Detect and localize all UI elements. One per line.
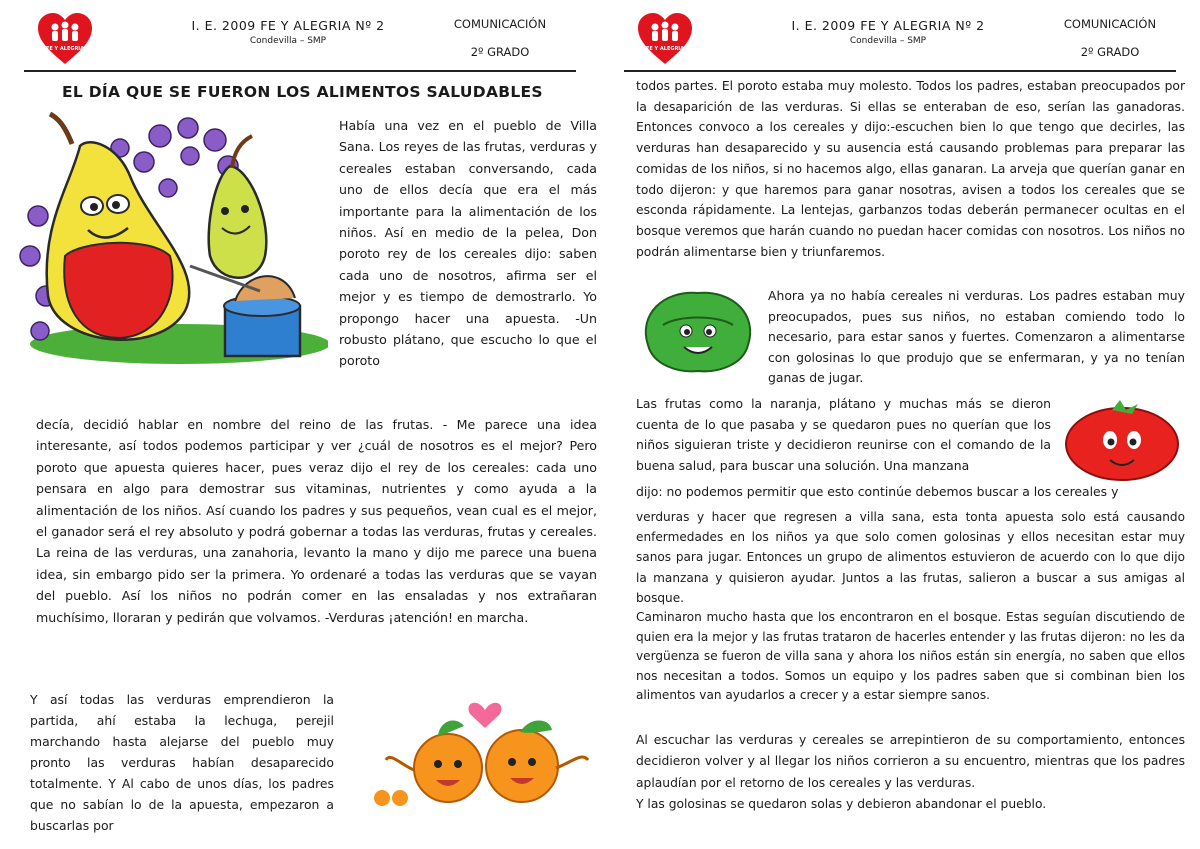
lettuce-illustration	[638, 285, 758, 375]
pears-cooking-illustration	[10, 106, 328, 370]
paragraph-7: Al escuchar las verduras y cereales se arrepintieron de su comportamiento, entonces decidieron volver y al llegar los niños corrieron a su encuentro, mientras que los padres aplaudían por el retorno de los cereales y las verduras.	[636, 733, 1185, 790]
course-box	[1050, 10, 1170, 66]
grade: 2º GRADO	[470, 45, 530, 59]
header-divider	[24, 70, 576, 72]
grade: 2º GRADO	[1080, 45, 1140, 59]
header-divider	[624, 70, 1176, 72]
paragraph-2: decía, decidió hablar en nombre del reino de las frutas. - Me parece una idea interesante, así todos podemos participar y ver ¿cuál de nosotros es el mejor? Pero poroto que apuesta quieres hacer, pues veraz dijo el rey de los cereales: cada uno pensara en algo para demostrar sus vitaminas, nutrientes y como ayuda a la alimentación de los niños. Así cuando los padres y sus pequeños, vean cual es el mejor, el ganador será el rey absoluto y podrá gobernar a todas las verduras, frutas y cereales. La reina de las verduras, una zanahoria, levanto la mano y dijo me parece una buena idea, sin embargo pido ser la primera. Yo ordenaré a todas las verduras que se vayan del pueblo. Así los niños no podrán comer en las ensaladas y nos extrañaran muchísimo, lloraran y pedirán que volvamos. -Verduras ¡atención! en marcha.	[36, 417, 597, 625]
paragraph-6: Caminaron mucho hasta que los encontraron en el bosque. Estas seguían discutiendo de quien era la mejor y las frutas trataron de hacerles entender y las frutas dijeron: no les da vergüenza se fueron de villa sana y ahora los niños están sin energía, no saben que ellos nos necesitan a todos. Somos un equipo y los padres saben que si combinan bien los alimentos van ayudarlos a crecer y a estar siempre sanos.	[636, 610, 1185, 703]
course-box	[440, 10, 560, 66]
right-page	[600, 0, 1200, 849]
svg-text:FE Y ALEGRIA: FE Y ALEGRIA	[645, 46, 685, 52]
story-title: EL DÍA QUE SE FUERON LOS ALIMENTOS SALUDABLES	[62, 83, 543, 101]
subject: COMUNICACIÓN	[453, 17, 547, 31]
paragraph-2: Ahora ya no había cereales ni verduras. Los padres estaban muy preocupados, pues sus niños, no estaban comiendo todo lo necesario, para estar sanos y fuertes. Comenzaron a alimentarse con golosinas lo que produjo que se enfermaran, y ya no tenían ganas de jugar.	[768, 288, 1185, 385]
paragraph-3: Las frutas como la naranja, plátano y muchas más se dieron cuenta de lo que pasaba y se quedaron pues no querían que los niños siguieran triste y decidieron reunirse con el comando de la buena salud, para buscar una solución. Una manzana	[636, 396, 1051, 474]
school-name: I. E. 2009 FE Y ALEGRIA Nº 2	[791, 18, 985, 33]
school-header	[778, 18, 998, 46]
svg-text:FE Y ALEGRIA: FE Y ALEGRIA	[45, 46, 85, 52]
district: Condevilla – SMP	[849, 36, 927, 46]
paragraph-1: todos partes. El poroto estaba muy molesto. Todos los padres, estaban preocupados por la desaparición de las verduras. Si ellas se enteraban de eso, serían las ganadoras. Entonces convoco a los cereales y dijo:-escuchen bien lo que tengo que decirles, las verduras han desaparecido y su ausencia está causando problemas para preparar las comidas de los niños, si no hacemos algo, ellas ganaran. La arveja que querían ganar en todo dijeron: y que haremos para ganar nosotras, avisen a todos los cereales que se esconda rápidamente. La lentejas, garbanzos todas deberán permanecer ocultas en el bosque veremos que harán cuando no puedan hacer comidas con nosotros. Los niños no podrán alimentarse bien y triunfaremos.	[636, 79, 1185, 259]
subject: COMUNICACIÓN	[1063, 17, 1157, 31]
paragraph-8: Y las golosinas se quedaron solas y debieron abandonar el pueblo.	[636, 797, 1047, 811]
district: Condevilla – SMP	[249, 36, 327, 46]
paragraph-1: Había una vez en el pueblo de Villa Sana. Los reyes de las frutas, verduras y cereales estaban conversando, cada uno de ellos decía que era el más importante para la alimentación de los niños. Así en medio de la pelea, Don poroto rey de los cereales dijo: saben cada uno de nosotros, afirma ser el mejor y es tiempo de demostrarlo. Yo propongo hacer una apuesta. -Un robusto plátano, que escucho lo que el poroto	[339, 118, 597, 369]
paragraph-3: Y así todas las verduras emprendieron la partida, ahí estaba la lechuga, perejil marchando hasta alejarse del pueblo muy pronto las verduras habían desaparecido totalmente. Y Al cabo de unos días, los padres que no sabían lo de la apuesta, empezaron a buscarlas por	[30, 692, 334, 833]
fe-y-alegria-logo	[36, 12, 94, 66]
tomato-illustration	[1062, 396, 1182, 482]
school-name: I. E. 2009 FE Y ALEGRIA Nº 2	[191, 18, 385, 33]
fe-y-alegria-logo	[636, 12, 694, 66]
paragraph-5: verduras y hacer que regresen a villa sana, esta tonta apuesta solo está causando enfermedades en los niños ya que solo comen golosinas y ellos necesitan estar muy sanos para jugar. Entonces un grupo de alimentos estuvieron de acuerdo con lo que dijo la manzana y quisieron ayudar. Juntos a las frutas, salieron a buscar a sus amigas al bosque.	[636, 510, 1185, 605]
paragraph-4: dijo: no podemos permitir que esto continúe debemos buscar a los cereales y	[636, 484, 1119, 499]
oranges-illustration	[360, 690, 610, 810]
school-header	[178, 18, 398, 46]
